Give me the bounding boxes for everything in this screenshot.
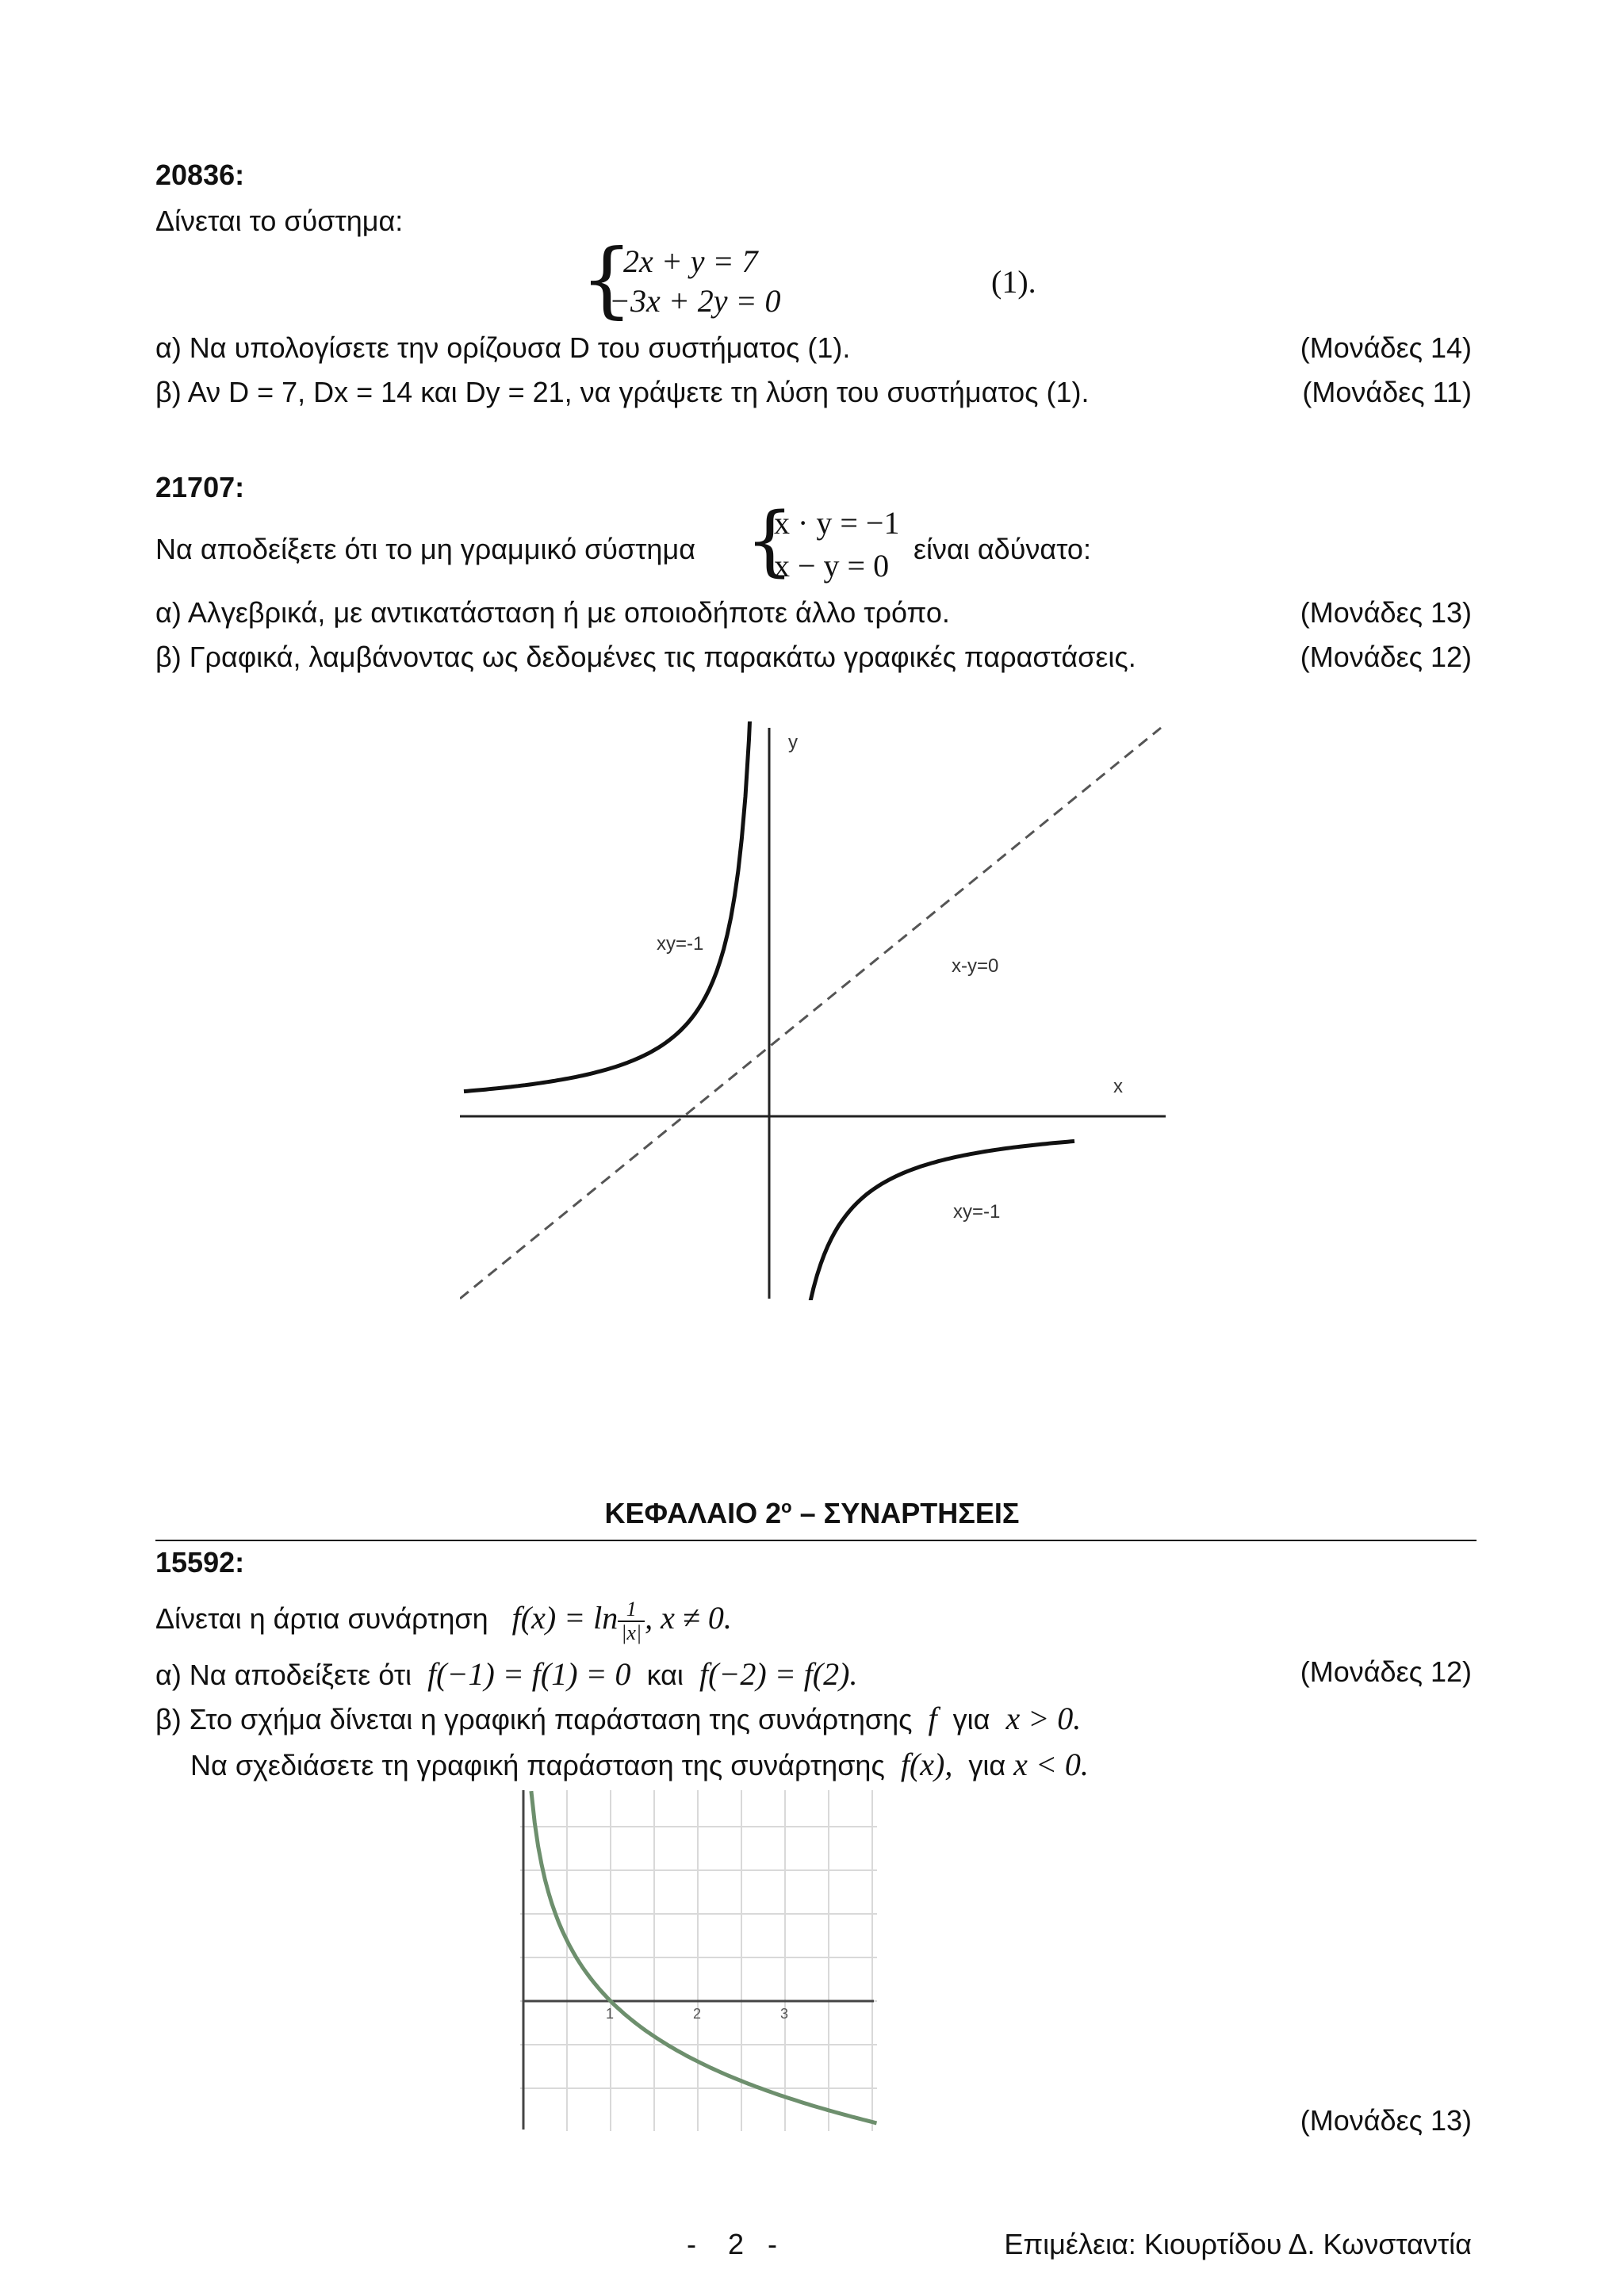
hyperbola-label-left: xy=-1 <box>657 933 704 955</box>
problem-intro: Δίνεται η άρτια συνάρτηση f(x) = ln $\frac{1}{|x|}$ , x ≠ 0. <box>155 1598 732 1644</box>
line-x-minus-y <box>460 728 1161 1299</box>
tick-label: 1 <box>606 2006 615 2022</box>
chapter-title: ΚΕΦΑΛΑΙΟ $2^o$ – ΣΥΝΑΡΤΗΣΕΙΣ <box>604 1497 1020 1529</box>
system-brace: { <box>580 231 634 327</box>
question-b: β) Γραφικά, λαμβάνοντας ως δεδομένες τις παρακάτω γραφικές παραστάσεις. <box>155 641 1136 673</box>
points-a: (Μονάδες 14) <box>1300 331 1472 364</box>
tick-label: 3 <box>780 2006 789 2022</box>
equation-2: x − y = 0 <box>774 548 890 584</box>
x-axis-label: x <box>1113 1076 1123 1097</box>
question-b: β) Στο σχήμα δίνεται η γραφική παράσταση της συνάρτησης f για x > 0. <box>155 1701 1082 1736</box>
tick-label: 2 <box>693 2006 702 2022</box>
problem-id-15592: 15592: <box>155 1546 245 1578</box>
question-a: α) Αλγεβρικά, με αντικατάσταση ή με οποιοδήποτε άλλο τρόπο. <box>155 596 950 629</box>
system-reference: (1). <box>991 264 1036 300</box>
question-b-continued: Να σχεδιάσετε τη γραφική παράσταση της συνάρτησης f(x), για x < 0. <box>190 1747 1089 1782</box>
chapter-divider <box>155 1540 1477 1541</box>
problem-intro: Να αποδείξετε ότι το μη γραμμικό σύστημα <box>155 533 696 565</box>
problem-id-20836: 20836: <box>155 159 245 191</box>
hyperbola-line-graph <box>460 721 1174 1300</box>
question-b: β) Αν D = 7, Dx = 14 και Dy = 21, να γράψετε τη λύση του συστήματος (1). <box>155 376 1090 408</box>
points-b: (Μονάδες 11) <box>1302 376 1472 408</box>
page-number: - 2 - <box>687 2228 778 2260</box>
equation-2: −3x + 2y = 0 <box>609 283 781 319</box>
points-a: (Μονάδες 12) <box>1300 1655 1472 1688</box>
problem-id-21707: 21707: <box>155 471 245 503</box>
y-axis-label: y <box>788 732 798 753</box>
points-c: (Μονάδες 13) <box>1300 2104 1472 2137</box>
question-a: α) Να αποδείξετε ότι f(−1) = f(1) = 0 και f(−2) = f(2). <box>155 1656 858 1692</box>
equation-1: x · y = −1 <box>774 505 900 541</box>
footer-credit: Επιμέλεια: Κιουρτίδου Δ. Κωνσταντία <box>1004 2228 1472 2260</box>
system-brace: { <box>745 496 795 585</box>
hyperbola-branch-left <box>464 721 753 1092</box>
equation-1: 2x + y = 7 <box>623 243 758 279</box>
line-label: x-y=0 <box>952 955 999 977</box>
hyperbola-branch-right <box>788 1141 1074 1300</box>
problem-intro-end: είναι αδύνατο: <box>914 533 1091 565</box>
problem-intro: Δίνεται το σύστημα: <box>155 205 404 237</box>
ln-graph <box>520 1790 877 2131</box>
points-b: (Μονάδες 12) <box>1300 641 1472 673</box>
function-definition: f(x) = ln $\frac{1}{|x|}$ , x ≠ 0. <box>511 1598 732 1644</box>
question-a: α) Να υπολογίσετε την ορίζουσα D του συστήματος (1). <box>155 331 851 364</box>
hyperbola-label-right: xy=-1 <box>953 1201 1001 1223</box>
points-a: (Μονάδες 13) <box>1300 596 1472 629</box>
